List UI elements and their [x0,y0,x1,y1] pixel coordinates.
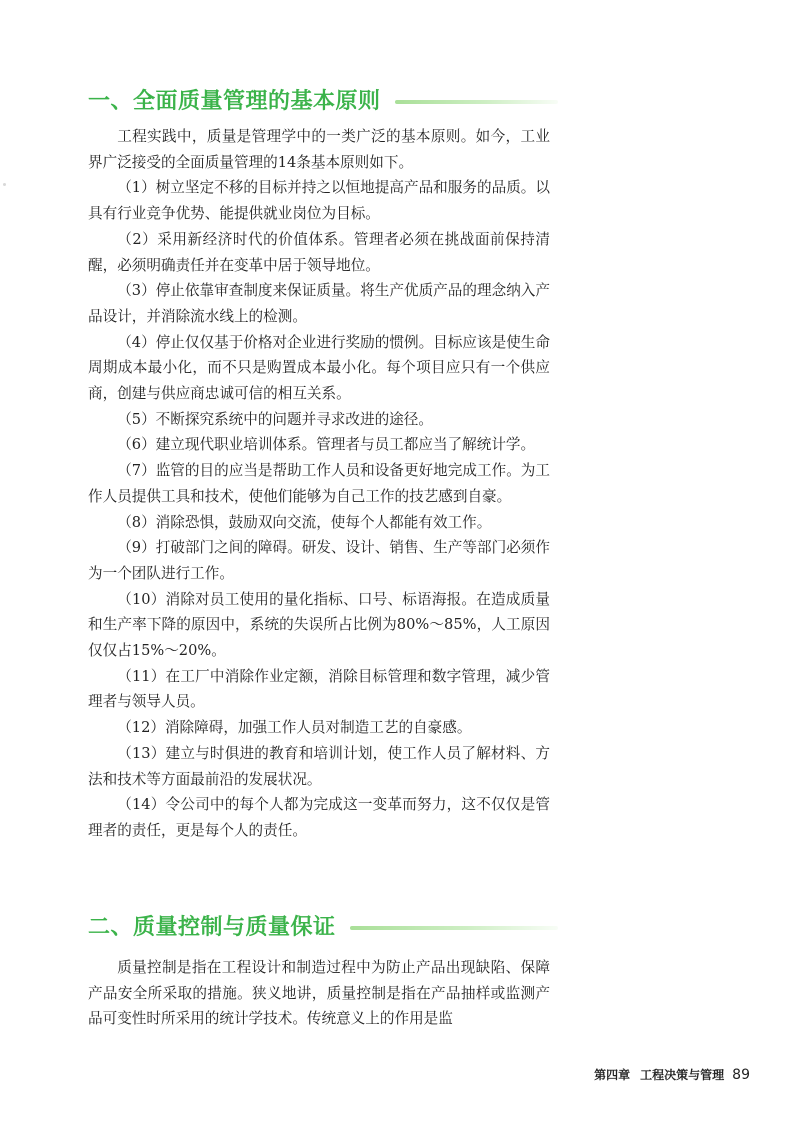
section-1-heading-rule [395,100,558,104]
principle-9-paragraph: （9）打破部门之间的障碍。研发、设计、销售、生产等部门必须作为一个团队进行工作。 [88,539,550,582]
principle-7-paragraph: （7）监管的目的应当是帮助工作人员和设备更好地完成工作。为工作人员提供工具和技术，使他们能够为自己工作的技艺感到自豪。 [88,462,550,505]
footer-chapter-label: 第四章 [594,1068,631,1082]
principle-14-paragraph: （14）令公司中的每个人都为完成这一变革而努力，这不仅仅是管理者的责任，更是每个人的责任。 [88,796,550,839]
page-footer [560,1066,750,1083]
principle-10-paragraph: （10）消除对员工使用的量化指标、口号、标语海报。在造成质量和生产率下降的原因中，系统的失误所占比例为80%～85%，人工原因仅仅占15%～20%。 [88,590,550,660]
section-1-intro-paragraph: 工程实践中，质量是管理学中的一类广泛的基本原则。如今，工业界广泛接受的全面质量管理的14条基本原则如下。 [88,128,550,171]
principle-12-paragraph: （12）消除障碍，加强工作人员对制造工艺的自豪感。 [117,719,472,737]
principle-1-paragraph: （1）树立坚定不移的目标并持之以恒地提高产品和服务的品质。以具有行业竞争优势、能提供就业岗位为目标。 [88,179,550,223]
section-1-body [88,124,550,844]
page-edge-mark [3,183,6,186]
principle-5-paragraph: （5）不断探究系统中的问题并寻求改进的途径。 [117,410,433,428]
section-1-heading-text: 一、全面质量管理的基本原则 [88,89,381,114]
section-2-heading-text: 二、质量控制与质量保证 [88,915,336,940]
principle-11-paragraph: （11）在工厂中消除作业定额，消除目标管理和数字管理，减少管理者与领导人员。 [88,667,550,711]
section-2-paragraph: 质量控制是指在工程设计和制造过程中为防止产品出现缺陷、保障产品安全所采取的措施。狭义地讲，质量控制是指在产品抽样或监测产品可变性时所采用的统计学技术。传统意义上的作用是监 [88,959,550,1028]
section-1-heading [88,84,558,115]
principle-4-paragraph: （4）停止仅仅基于价格对企业进行奖励的惯例。目标应该是使生命周期成本最小化，而不只是购置成本最小化。每个项目应只有一个供应商，创建与供应商忠诚可信的相互关系。 [88,333,550,403]
principle-13-paragraph: （13）建立与时俱进的教育和培训计划，使工作人员了解材料、方法和技术等方面最前沿的发展状况。 [88,744,550,788]
footer-chapter-title: 工程决策与管理 [640,1068,725,1082]
section-2-heading-rule [350,926,558,930]
principle-8-paragraph: （8）消除恐惧，鼓励双向交流，使每个人都能有效工作。 [117,513,492,531]
footer-page-number: 89 [732,1067,750,1083]
principle-3-paragraph: （3）停止依靠审查制度来保证质量。将生产优质产品的理念纳入产品设计，并消除流水线上的检测。 [88,282,550,325]
section-2-body [88,955,550,1032]
principle-6-paragraph: （6）建立现代职业培训体系。管理者与员工都应当了解统计学。 [117,436,536,454]
section-2-heading [88,910,558,941]
principle-2-paragraph: （2）采用新经济时代的价值体系。管理者必须在挑战面前保持清醒，必须明确责任并在变革中居于领导地位。 [88,230,550,274]
